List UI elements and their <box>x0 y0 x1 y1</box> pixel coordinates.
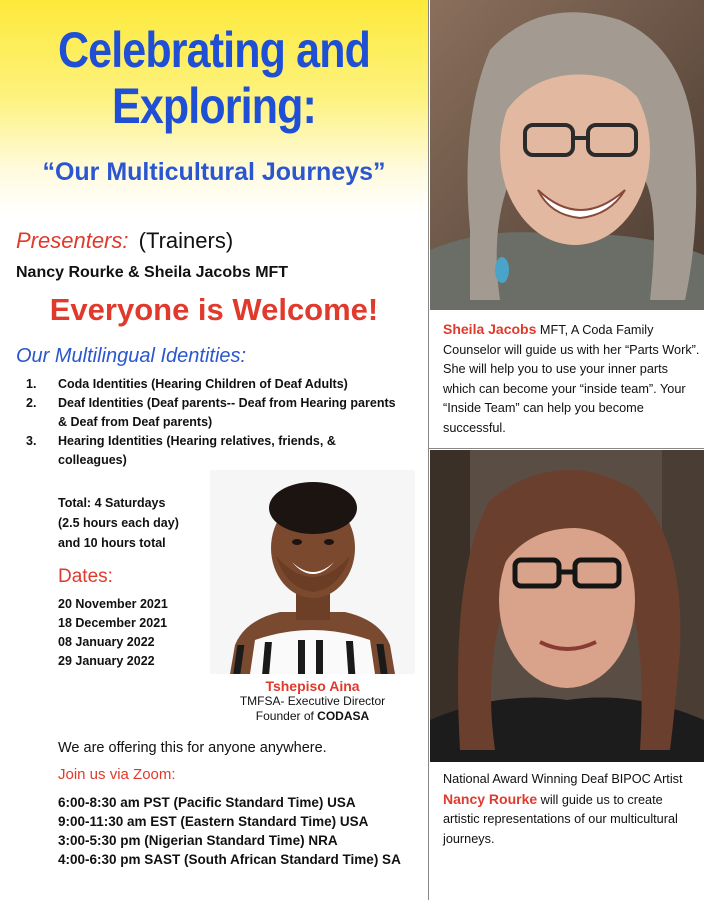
dates-list <box>58 595 168 671</box>
sheila-photo <box>430 0 704 310</box>
page-title <box>30 22 398 134</box>
sheila-bio <box>443 320 701 438</box>
title-line-1: Celebrating and <box>57 22 371 78</box>
list-item <box>26 375 406 394</box>
tshepiso-role: TMFSA- Executive Director <box>239 694 386 708</box>
presenters-label: Presenters: <box>16 228 129 253</box>
total-line-1: Total: 4 Saturdays <box>58 496 166 510</box>
list-number: 1. <box>26 377 37 391</box>
tshepiso-name: Tshepiso Aina <box>265 678 360 694</box>
nancy-name: Nancy Rourke <box>443 790 538 807</box>
date-item: 08 January 2022 <box>58 635 155 649</box>
nancy-bio <box>443 770 701 849</box>
page-subtitle: “Our Multicultural Journeys” <box>42 158 386 186</box>
sheila-name: Sheila Jacobs <box>443 321 537 337</box>
presenters-heading <box>16 228 233 254</box>
total-line-3: and 10 hours total <box>58 536 166 550</box>
list-number: 2. <box>26 396 37 410</box>
list-text: Deaf Identities (Deaf parents-- Deaf from Hearing parents & Deaf from Deaf parents) <box>58 396 396 429</box>
presenter-names: Nancy Rourke & Sheila Jacobs MFT <box>16 264 289 281</box>
total-hours <box>58 493 179 553</box>
offering-text: We are offering this for anyone anywhere. <box>58 740 327 756</box>
date-item: 18 December 2021 <box>58 616 168 630</box>
list-item <box>26 432 406 470</box>
identities-list <box>26 375 406 470</box>
tshepiso-founder <box>210 709 415 724</box>
list-number: 3. <box>26 434 37 448</box>
list-text: Hearing Identities (Hearing relatives, friends, & colleagues) <box>58 434 336 467</box>
nancy-bio-after: will guide us to create artistic representations of our multicultural journeys. <box>443 792 678 846</box>
title-line-2: Exploring: <box>111 78 317 134</box>
time-item: 3:00-5:30 pm (Nigerian Standard Time) NRA <box>58 833 338 848</box>
date-item: 20 November 2021 <box>58 597 168 611</box>
total-line-2: (2.5 hours each day) <box>58 516 179 530</box>
tshepiso-photo <box>210 470 415 674</box>
nancy-photo <box>430 450 704 762</box>
founder-org: CODASA <box>317 709 370 723</box>
zoom-join-heading: Join us via Zoom: <box>58 766 176 783</box>
session-times <box>58 793 426 869</box>
welcome-banner: Everyone is Welcome! <box>49 292 379 327</box>
nancy-bio-before: National Award Winning Deaf BIPOC Artist <box>443 772 683 786</box>
time-item: 6:00-8:30 am PST (Pacific Standard Time) USA <box>58 795 356 810</box>
date-item: 29 January 2022 <box>58 654 155 668</box>
list-item <box>26 394 406 432</box>
sheila-bio-text: MFT, A Coda Family Counselor will guide us with her “Parts Work”. She will help you to use your inner parts which can become your “inside team”. Your “Inside Team” can help you become successful. <box>443 323 700 435</box>
column-divider <box>428 448 704 449</box>
time-item: 9:00-11:30 am EST (Eastern Standard Time) USA <box>58 814 369 829</box>
dates-title: Dates: <box>58 566 113 587</box>
list-text: Coda Identities (Hearing Children of Deaf Adults) <box>58 377 348 391</box>
identities-title: Our Multilingual Identities: <box>16 345 247 367</box>
tshepiso-caption <box>210 679 415 724</box>
presenters-sub: (Trainers) <box>138 228 234 253</box>
founder-prefix: Founder of <box>255 709 318 723</box>
time-item: 4:00-6:30 pm SAST (South African Standard Time) SA <box>58 852 401 867</box>
